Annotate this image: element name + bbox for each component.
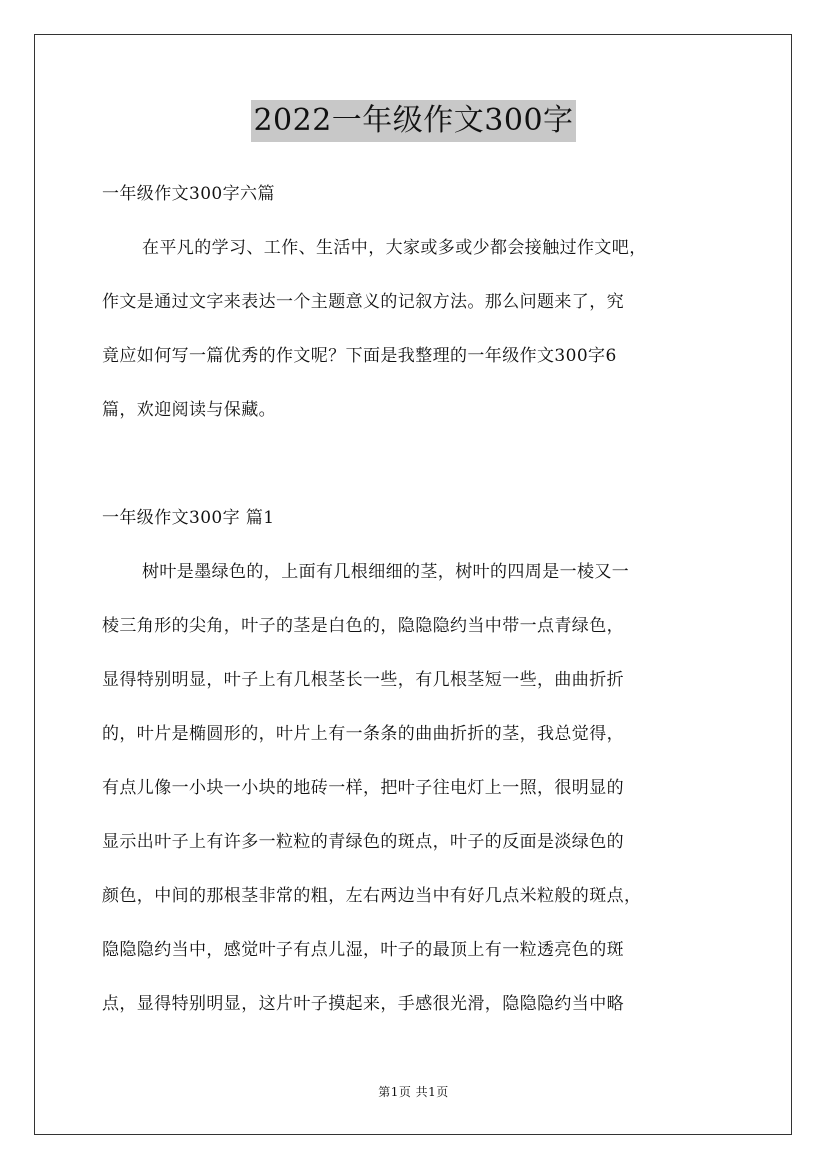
body-line: 颜色，中间的那根茎非常的粗，左右两边当中有好几点米粒般的斑点， xyxy=(102,886,642,906)
document-subtitle: 一年级作文300字六篇 xyxy=(102,184,275,204)
document-body xyxy=(102,178,732,1042)
body-line: 棱三角形的尖角，叶子的茎是白色的，隐隐隐约当中带一点青绿色， xyxy=(102,616,624,636)
body-line: 显示出叶子上有许多一粒粒的青绿色的斑点，叶子的反面是淡绿色的 xyxy=(102,832,624,852)
body-line: 树叶是墨绿色的，上面有几根细细的茎，树叶的四周是一棱又一 xyxy=(142,562,630,582)
section-heading: 一年级作文300字 篇1 xyxy=(102,508,275,528)
intro-line: 篇，欢迎阅读与保藏。 xyxy=(102,400,276,420)
intro-line: 作文是通过文字来表达一个主题意义的记叙方法。那么问题来了，究 xyxy=(102,292,624,312)
intro-line: 竟应如何写一篇优秀的作文呢？下面是我整理的一年级作文300字6 xyxy=(102,346,617,366)
page-number: 第1页 共1页 xyxy=(378,1085,449,1099)
body-line: 有点儿像一小块一小块的地砖一样，把叶子往电灯上一照，很明显的 xyxy=(102,778,624,798)
body-line: 点，显得特别明显，这片叶子摸起来，手感很光滑，隐隐隐约当中略 xyxy=(102,994,624,1014)
body-line: 隐隐隐约当中，感觉叶子有点儿湿，叶子的最顶上有一粒透亮色的斑 xyxy=(102,940,624,960)
body-line: 显得特别明显，叶子上有几根茎长一些，有几根茎短一些，曲曲折折 xyxy=(102,670,624,690)
title-container xyxy=(0,100,827,142)
paragraph-gap xyxy=(102,448,732,502)
body-line: 的，叶片是椭圆形的，叶片上有一条条的曲曲折折的茎，我总觉得， xyxy=(102,724,624,744)
intro-line: 在平凡的学习、工作、生活中，大家或多或少都会接触过作文吧， xyxy=(142,238,647,258)
page-footer xyxy=(0,1083,827,1100)
document-title: 2022一年级作文300字 xyxy=(251,100,575,142)
